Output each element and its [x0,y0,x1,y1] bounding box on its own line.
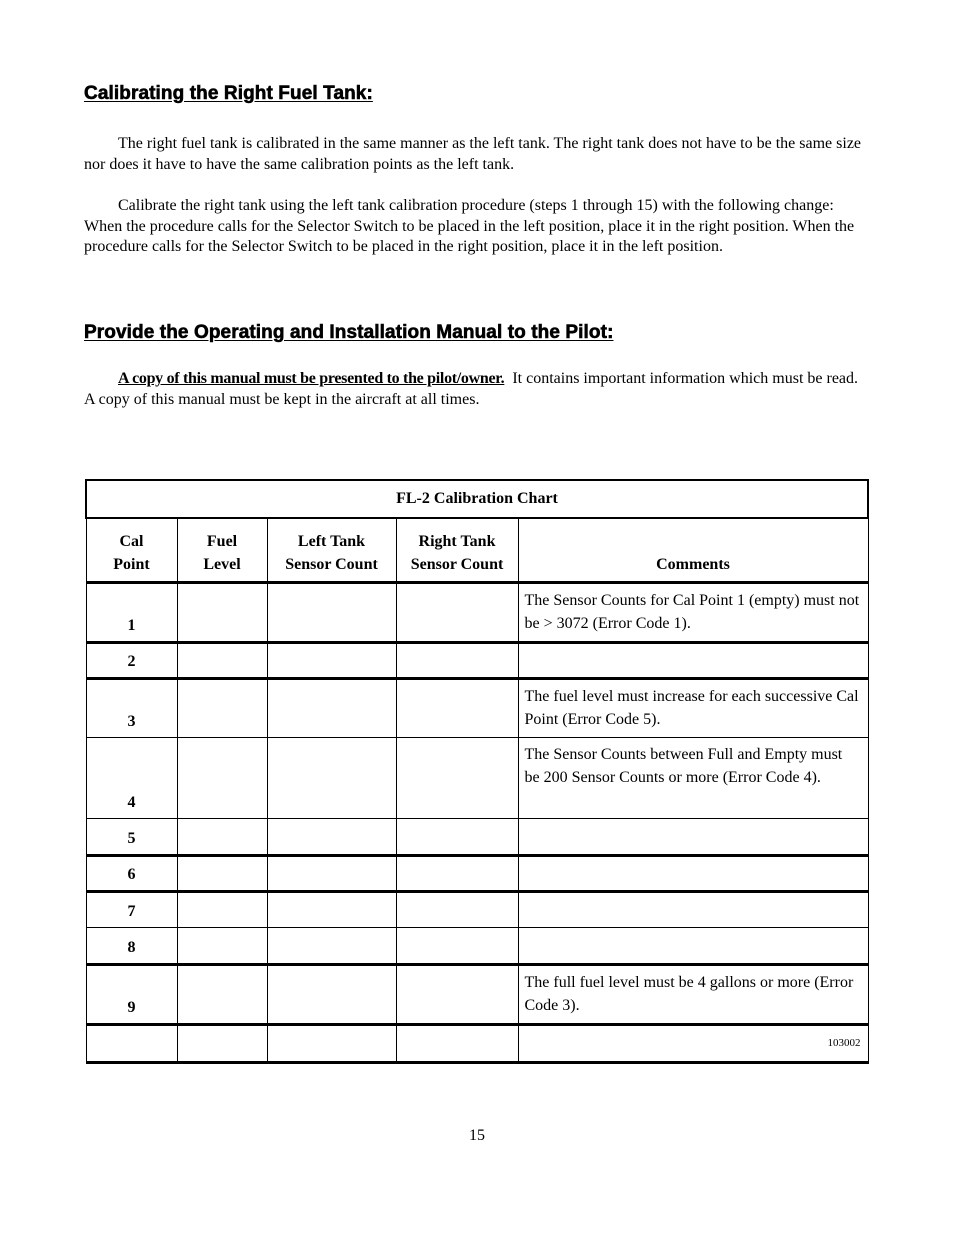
right-count-cell [396,856,518,892]
calibration-chart-table [85,479,869,1064]
comment-cell [518,856,868,892]
table-row [86,856,868,892]
emphasis-notice: A copy of this manual must be presented to the pilot/owner. [118,370,505,387]
left-count-cell [267,1025,396,1063]
comment-cell [518,928,868,965]
right-count-cell [396,965,518,1025]
header-line: Sensor Count [410,556,504,573]
cal-point-cell: 4 [86,738,177,819]
left-count-cell [267,738,396,819]
paragraph-text: It contains important information which must be read. A copy of this manual must be kept in the aircraft at all times. [84,370,859,408]
paragraph-calibrate-procedure [84,196,870,258]
header-line: Sensor Count [285,556,378,573]
left-count-cell [267,643,396,679]
table-row [86,1025,868,1063]
header-line: Fuel [206,533,238,550]
right-count-cell [396,928,518,965]
table-row [86,643,868,679]
header-comments: Comments [518,518,868,583]
header-cal-point [86,518,177,583]
left-count-cell [267,679,396,738]
paragraph-text: Calibrate the right tank using the left tank calibration procedure (steps 1 through 15) with the following change: When the procedure calls for the Selector Switch to be placed in the left position, place it in the right position. When the procedure calls for the Selector Switch to be placed in the right position, place it in the left position. [84,197,855,255]
cal-point-cell: 1 [86,583,177,643]
right-count-cell [396,679,518,738]
document-id: 103002 [518,1025,868,1063]
cal-point-cell: 9 [86,965,177,1025]
section-heading-provide-manual: Provide the Operating and Installation Manual to the Pilot: [84,322,614,343]
table-header-row [86,518,868,583]
left-count-cell [267,856,396,892]
cal-point-cell: 8 [86,928,177,965]
comment-cell [518,892,868,928]
header-fuel-level [177,518,267,583]
right-count-cell [396,892,518,928]
right-count-cell [396,738,518,819]
comment-cell: The Sensor Counts for Cal Point 1 (empty) must not be > 3072 (Error Code 1). [518,583,868,643]
left-count-cell [267,965,396,1025]
fuel-level-cell [177,965,267,1025]
header-left-tank [267,518,396,583]
table-row [86,892,868,928]
cal-point-cell: 5 [86,819,177,856]
section-heading-calibrating-right-tank: Calibrating the Right Fuel Tank: [84,83,373,104]
fuel-level-cell [177,856,267,892]
right-count-cell [396,583,518,643]
left-count-cell [267,819,396,856]
right-count-cell [396,643,518,679]
left-count-cell [267,892,396,928]
comment-cell [518,819,868,856]
table-title-row [86,480,868,518]
table-row [86,965,868,1025]
cal-point-cell [86,1025,177,1063]
right-count-cell [396,819,518,856]
cal-point-cell: 7 [86,892,177,928]
header-line: Level [203,556,241,573]
table-row [86,679,868,738]
fuel-level-cell [177,819,267,856]
header-line: Cal [119,533,144,550]
paragraph-text: The right fuel tank is calibrated in the same manner as the left tank. The right tank does not have to be the same size nor does it have to have the same calibration points as the left tank. [84,135,862,173]
header-line: Right Tank [418,533,496,550]
left-count-cell [267,583,396,643]
cal-point-cell: 3 [86,679,177,738]
comment-cell: The fuel level must increase for each successive Cal Point (Error Code 5). [518,679,868,738]
table-row [86,819,868,856]
comment-cell [518,643,868,679]
fuel-level-cell [177,643,267,679]
paragraph-manual-notice [84,369,870,410]
table-row [86,583,868,643]
right-count-cell [396,1025,518,1063]
table-row [86,928,868,965]
header-line: Left Tank [297,533,366,550]
fuel-level-cell [177,679,267,738]
fuel-level-cell [177,892,267,928]
table-title: FL-2 Calibration Chart [86,480,868,518]
left-count-cell [267,928,396,965]
fuel-level-cell [177,583,267,643]
comment-cell: The full fuel level must be 4 gallons or more (Error Code 3). [518,965,868,1025]
cal-point-cell: 2 [86,643,177,679]
page-number: 15 [469,1127,485,1144]
paragraph-right-tank-intro [84,134,870,175]
header-right-tank [396,518,518,583]
fuel-level-cell [177,738,267,819]
fuel-level-cell [177,928,267,965]
cal-point-cell: 6 [86,856,177,892]
table-row [86,738,868,819]
header-line: Point [113,556,150,573]
comment-cell: The Sensor Counts between Full and Empty must be 200 Sensor Counts or more (Error Code 4). [518,738,868,819]
fuel-level-cell [177,1025,267,1063]
